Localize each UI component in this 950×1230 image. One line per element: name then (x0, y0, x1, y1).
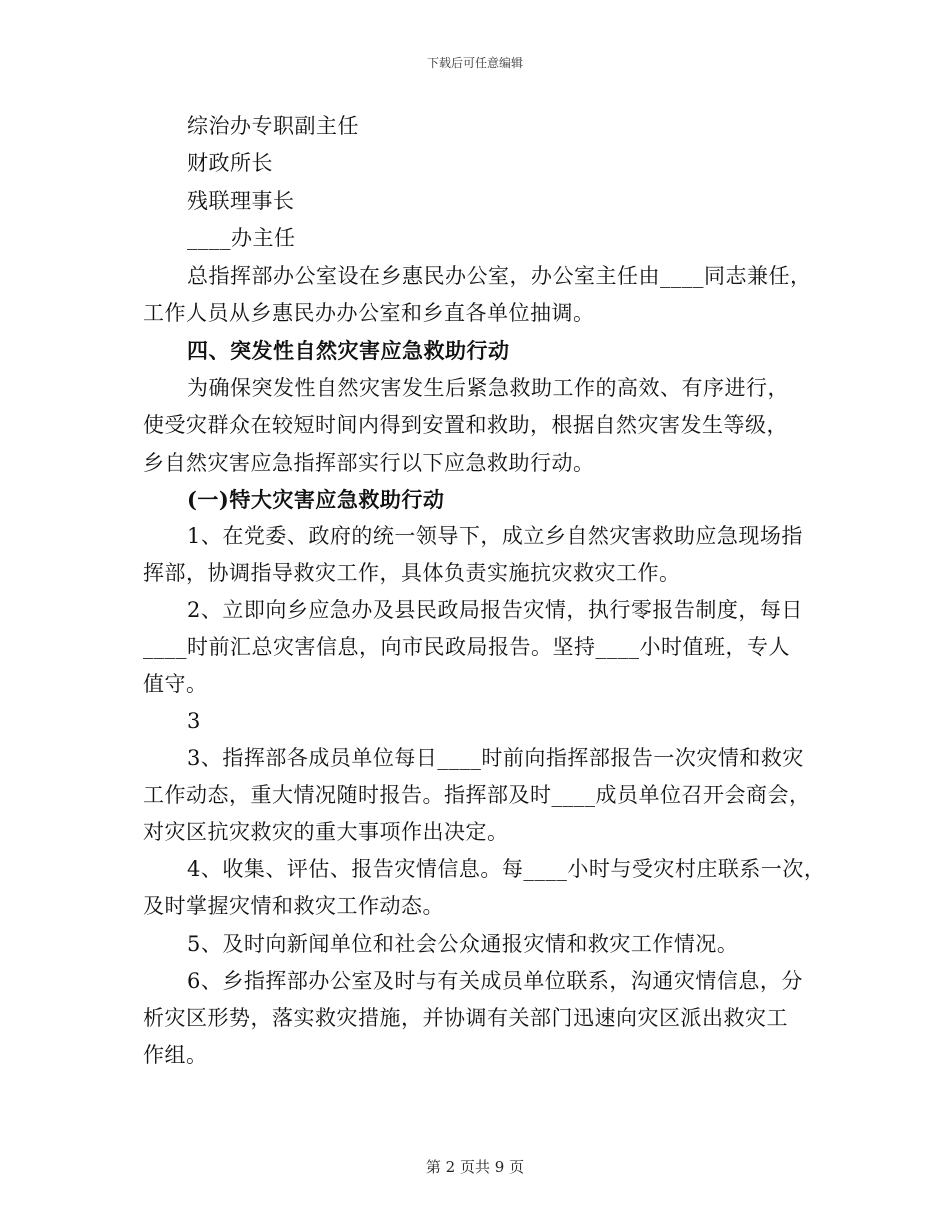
text-line: 5、及时向新闻单位和社会公众通报灾情和救灾工作情况。 (187, 932, 739, 956)
text-line: 乡自然灾害应急指挥部实行以下应急救助行动。 (143, 451, 595, 475)
page-number-inline: 3 (187, 709, 201, 733)
text-line: 值守。 (143, 672, 208, 696)
text-line: 1、在党委、政府的统一领导下，成立乡自然灾害救助应急现场指 (187, 524, 803, 548)
section-heading: 四、突发性自然灾害应急救助行动 (187, 338, 510, 363)
text-line: 4、收集、评估、报告灾情信息。每____小时与受灾村庄联系一次， (187, 857, 826, 881)
text-line: 及时掌握灾情和救灾工作动态。 (143, 894, 444, 918)
text-line: 为确保突发性自然灾害发生后紧急救助工作的高效、有序进行， (187, 376, 789, 400)
text-line: 残联理事长 (187, 189, 295, 213)
text-line: 3、指挥部各成员单位每日____时前向指挥部报告一次灾情和救灾 (187, 746, 804, 770)
text-line: 6、乡指挥部办公室及时与有关成员单位联系，沟通灾情信息，分 (187, 969, 803, 993)
text-line: 总指挥部办公室设在乡惠民办公室，办公室主任由____同志兼任， (187, 264, 812, 288)
text-line: 工作人员从乡惠民办办公室和乡直各单位抽调。 (143, 301, 595, 325)
text-line: 财政所长 (187, 151, 273, 175)
subsection-heading: (一)特大灾害应急救助行动 (187, 487, 445, 512)
text-line: 2、立即向乡应急办及县民政局报告灾情，执行零报告制度，每日 (187, 598, 803, 622)
text-line: 使受灾群众在较短时间内得到安置和救助，根据自然灾害发生等级， (143, 413, 788, 437)
text-line: 析灾区形势，落实救灾措施，并协调有关部门迅速向灾区派出救灾工 (143, 1006, 788, 1030)
page-footer: 第 2 页共 9 页 (425, 1158, 525, 1176)
text-line: 综治办专职副主任 (187, 114, 359, 138)
text-line: 工作动态，重大情况随时报告。指挥部及时____成员单位召开会商会， (143, 783, 811, 807)
text-line: 挥部，协调指导救灾工作，具体负责实施抗灾救灾工作。 (143, 561, 681, 585)
page-header: 下载后可任意编辑 (426, 56, 523, 70)
text-line: ____时前汇总灾害信息，向市民政局报告。坚持____小时值班，专人 (143, 635, 790, 659)
text-line: ____办主任 (187, 226, 296, 250)
text-line: 对灾区抗灾救灾的重大事项作出决定。 (143, 820, 509, 844)
text-line: 作组。 (143, 1043, 208, 1067)
